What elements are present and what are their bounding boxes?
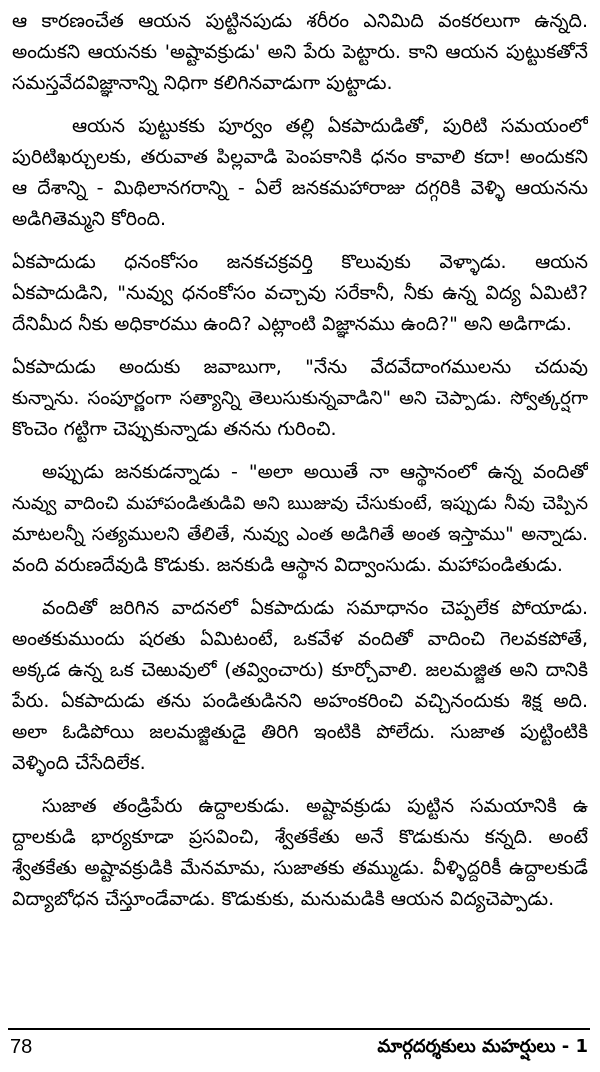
page-number: 78: [10, 1036, 33, 1058]
text-line: ద్దాలకుడి భార్యకూడా ప్రసవించి, శ్వేతకేతు అనే కొడుకును కన్నది. అంటే: [12, 826, 588, 848]
text-line: నువ్వు వాదించి మహాపండితుడివి అని ఋజువు చేసుకుంటే, ఇప్పుడు నీవు చెప్పిన: [12, 493, 588, 514]
text-line: అలా ఓడిపోయి జలమజ్జితుడై తిరిగి ఇంటికి పోలేదు. సుజాత పుట్టింటికి: [12, 721, 588, 743]
text-line: ఆ దేశాన్ని - మిథిలానగరాన్ని - ఏలే జనకమహారాజు దగ్గరికి వెళ్ళి ఆయనను: [12, 177, 588, 199]
text-line: విద్యాబోధన చేస్తూండేవాడు. కొడుకుకు, మనుమడికి ఆయన విద్యచెప్పాడు.: [12, 888, 555, 910]
text-line: అడిగితెమ్మని కోరింది.: [12, 208, 167, 230]
text-line: అక్కడ ఉన్న ఒక చెఱువులో (తవ్వించారు) కూర్చోవాలి. జలమజ్జిత అని దానికి: [12, 659, 588, 681]
text-line: ఏకపాదుడిని, "నువ్వు ధనంకోసం వచ్చావు సరేకానీ, నీకు ఉన్న విద్య ఏమిటి?: [12, 282, 588, 304]
text-line: అప్పుడు జనకుడన్నాడు - "అలా అయితే నా ఆస్థానంలో ఉన్న వందితో: [42, 461, 588, 483]
text-line: అంతకుముందు షరతు ఏమిటంటే, ఒకవేళ వందితో వాదించి గెలవకపోతే,: [12, 628, 588, 650]
text-line: మాటలన్నీ సత్యములని తేలితే, నువ్వు ఎంత అడిగితే అంత ఇస్తాము" అన్నాడు.: [12, 524, 588, 545]
text-line: దేనిమీద నీకు అధికారము ఉంది? ఎట్లాంటి విజ్ఞానము ఉంది?" అని అడిగాడు.: [12, 313, 572, 335]
text-line: సుజాత తండ్రిపేరు ఉద్దాలకుడు. అష్టావక్రుడు పుట్టిన సమయానికి ఉ: [42, 795, 588, 817]
text-line: వంది వరుణదేవుడి కొడుకు. జనకుడి ఆస్థాన విద్వాంసుడు. మహాపండితుడు.: [12, 554, 563, 576]
paragraph-2: [12, 111, 588, 235]
page-body: [12, 6, 588, 927]
paragraph-4: [12, 352, 588, 445]
paragraph-6: [12, 593, 588, 779]
text-line: కున్నాను. సంపూర్ణంగా సత్యాన్ని తెలుసుకున్నవాడిని" అని చెప్పాడు. స్వోత్కర్షగా: [12, 388, 588, 409]
text-line: అందుకని ఆయనకు 'అష్టావక్రుడు' అని పేరు పెట్టారు. కాని ఆయన పుట్టుకతోనే: [12, 41, 588, 63]
text-line: ఆ కారణంచేత ఆయన పుట్టినపుడు శరీరం ఎనిమిది వంకరలుగా ఉన్నది.: [12, 10, 588, 32]
paragraph-3: [12, 247, 588, 340]
paragraph-7: [12, 791, 588, 915]
paragraph-5: [12, 457, 588, 581]
text-line: పురిటిఖర్చులకు, తరువాత పిల్లవాడి పెంపకానికి ధనం కావాలి కదా! అందుకని: [12, 146, 588, 168]
text-line: సమస్తవేదవిజ్ఞానాన్ని నిధిగా కలిగినవాడుగా పుట్టాడు.: [12, 72, 393, 94]
book-title: మార్గదర్శకులు మహర్షులు - 1: [377, 1036, 588, 1057]
text-line: ఏకపాదుడు ధనంకోసం జనకచక్రవర్తి కొలువుకు వెళ్ళాడు. ఆయన: [12, 251, 588, 273]
text-line: వెళ్ళింది చేసేదిలేక.: [12, 752, 146, 774]
text-line: ఆయన పుట్టుకకు పూర్వం తల్లి ఏకపాదుడితో, పురిటి సమయంలో: [72, 115, 588, 137]
text-line: ఏకపాదుడు అందుకు జవాబుగా, "నేను వేదవేదాంగములను చదువు: [12, 356, 588, 378]
page-footer: [8, 1028, 590, 1070]
text-line: కొంచెం గట్టిగా చెప్పుకున్నాడు తనను గురించి.: [12, 418, 337, 440]
text-line: పేరు. ఏకపాదుడు తను పండితుడినని అహంకరించి వచ్చినందుకు శిక్ష అది.: [12, 690, 588, 712]
text-line: వందితో జరిగిన వాదనలో ఏకపాదుడు సమాధానం చెప్పలేక పోయాడు.: [42, 597, 588, 619]
text-line: శ్వేతకేతు అష్టావక్రుడికి మేనమామ, సుజాతకు తమ్ముడు. వీళ్ళిద్దరికీ ఉద్దాలకుడే: [12, 857, 588, 879]
paragraph-1: [12, 6, 588, 99]
